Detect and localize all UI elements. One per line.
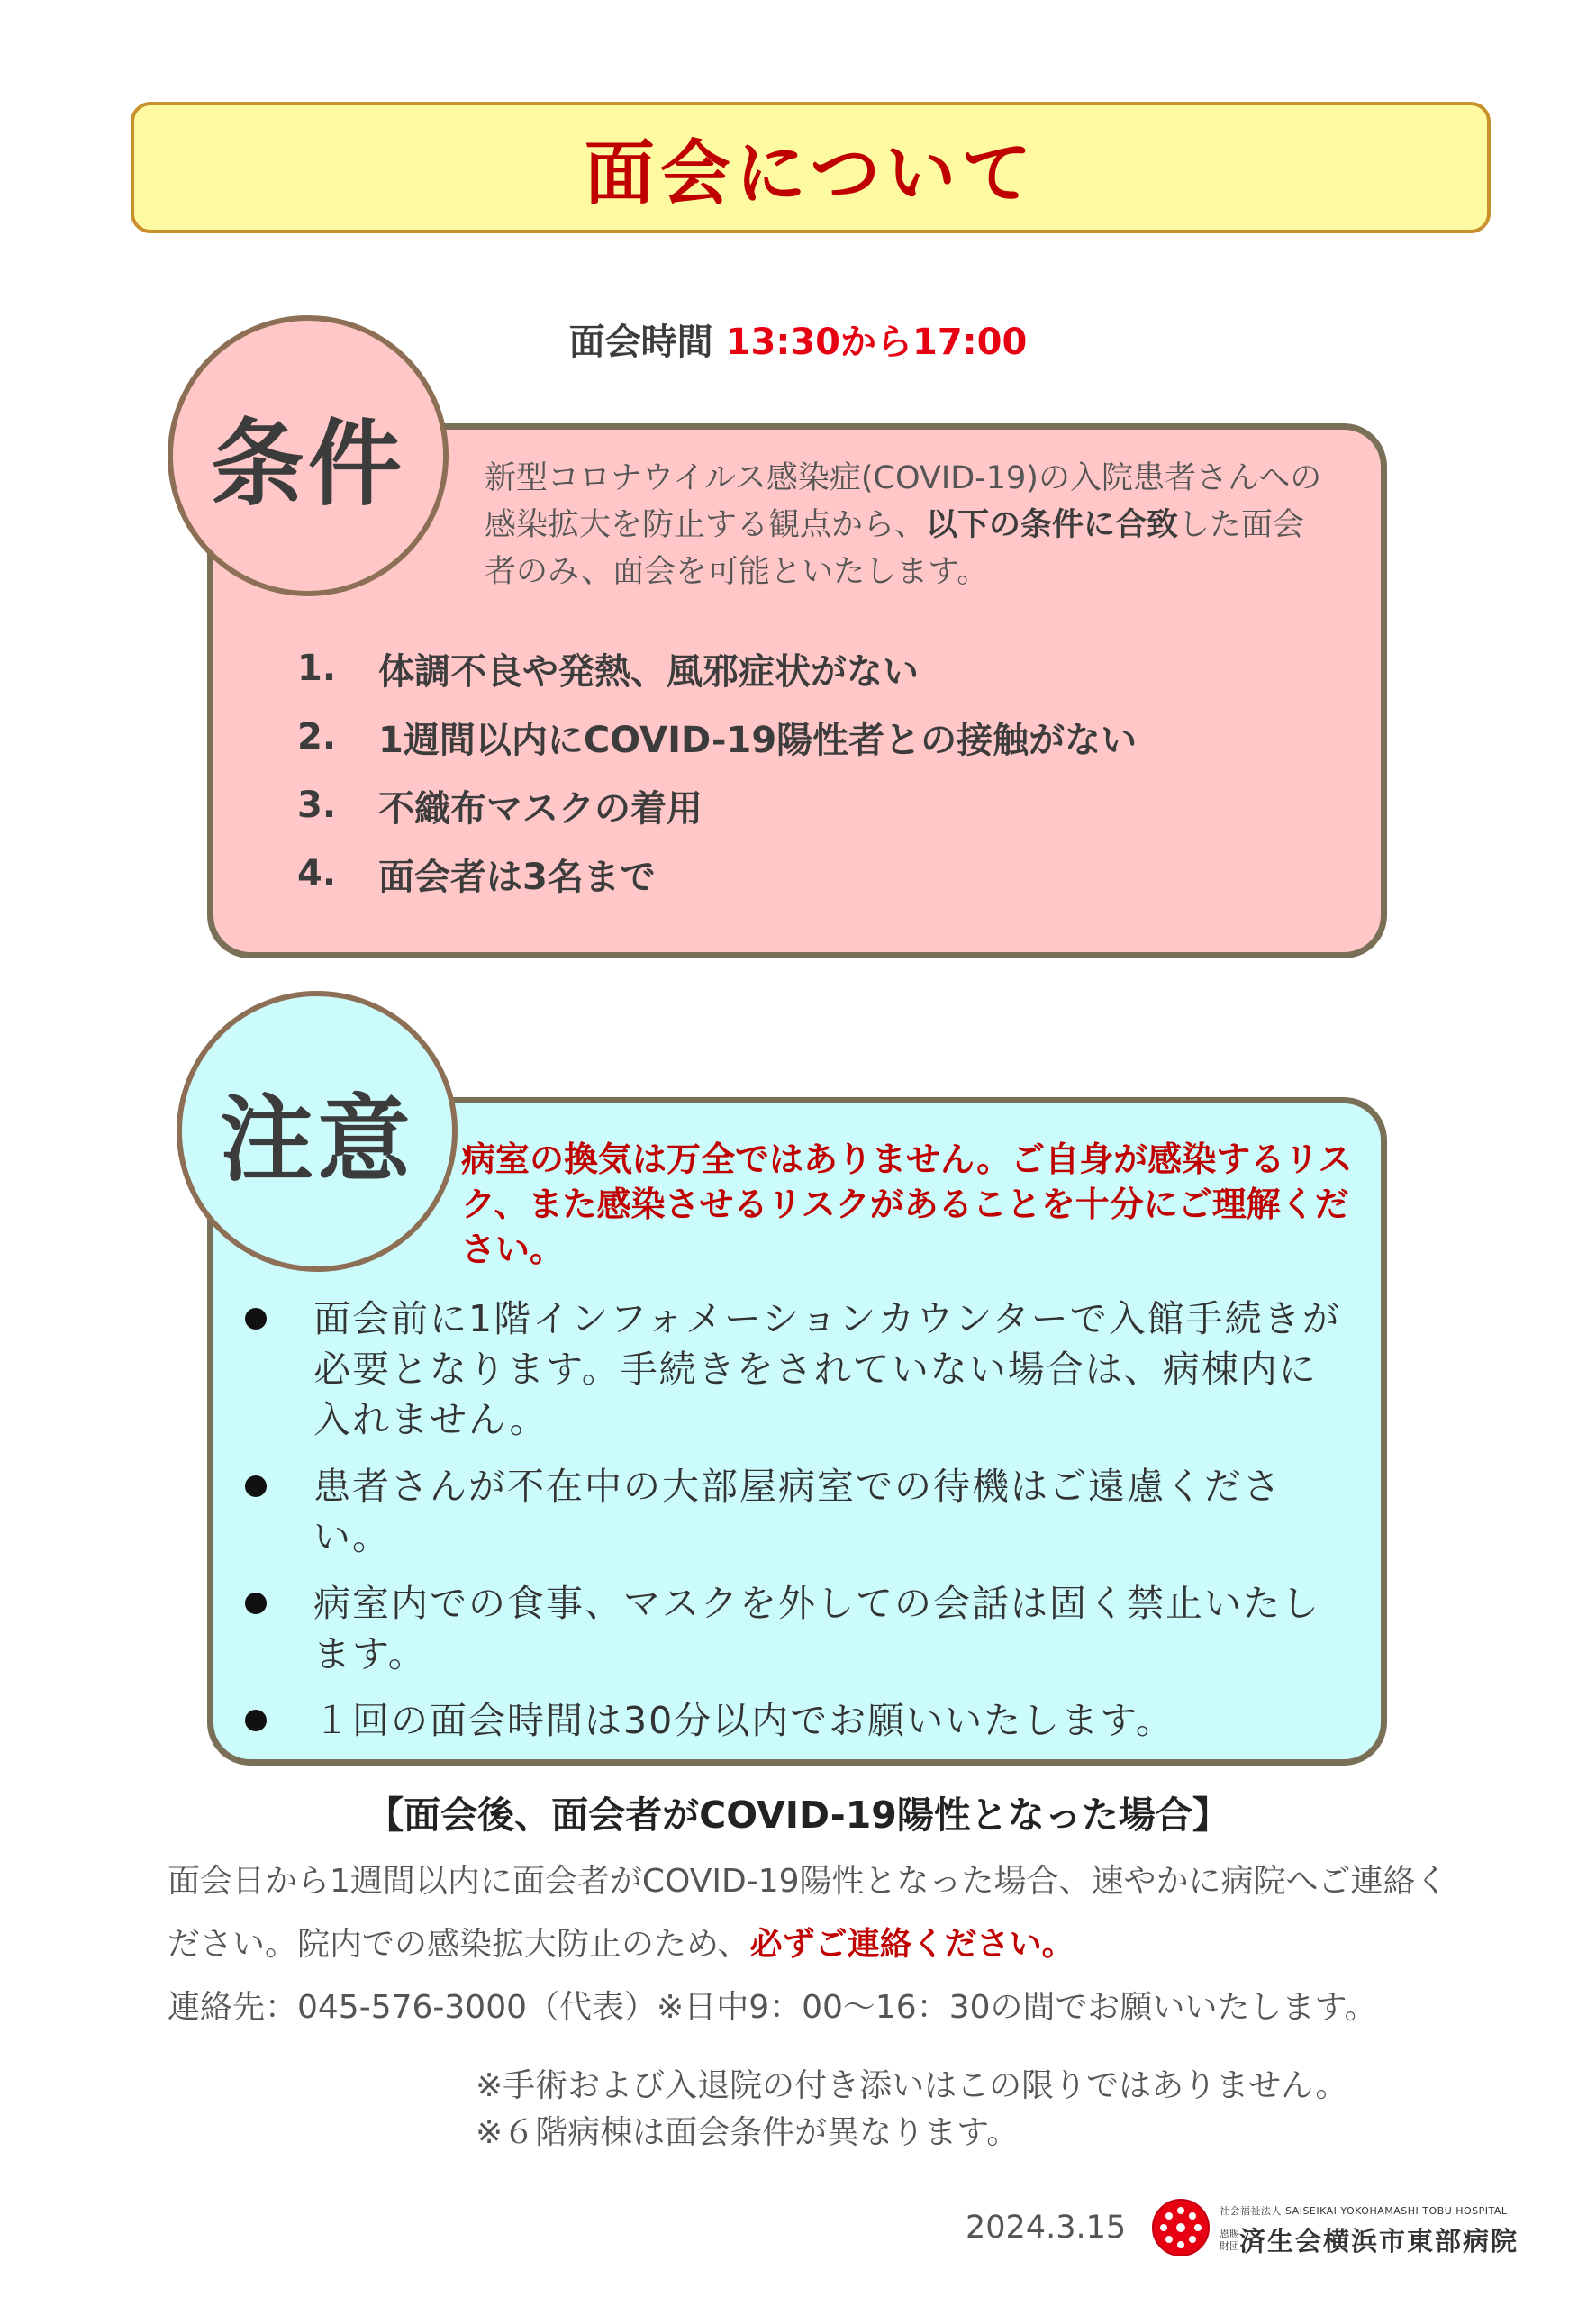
caution-item [245, 1695, 1362, 1746]
condition-number: 1. [297, 648, 337, 689]
caution-item [245, 1461, 1362, 1562]
after-visit-heading: 【面会後、面会者がCOVID-19陽性となった場合】 [367, 1793, 1229, 1837]
footnotes [476, 2063, 1511, 2156]
title-banner [131, 102, 1491, 233]
hospital-corp-label: 恩賜財団 [1220, 2227, 1239, 2252]
hospital-emblem-icon [1151, 2198, 1211, 2257]
condition-text: 体調不良や発熱、風邪症状がない [378, 650, 919, 693]
caution-item-text: 面会前に1階インフォメーションカウンターで入館手続きが必要となります。手続きをされていない場合は、病棟内に入れません。 [313, 1297, 1341, 1441]
condition-item [297, 840, 1137, 908]
issue-date: 2024.3.15 [966, 2210, 1127, 2246]
conditions-intro-text: 新型コロナウイルス感染症(COVID-19)の入院患者さんへの感染拡大を防止する観点から、 [485, 460, 1322, 543]
page-title: 面会について [584, 133, 1038, 214]
visiting-hours-time: 13:30から17:00 [725, 322, 1028, 363]
caution-item [245, 1294, 1362, 1445]
hospital-name: 済生会横浜市東部病院 [1239, 2226, 1519, 2256]
after-visit-paragraph [168, 1850, 1474, 1976]
bullet-icon [245, 1461, 313, 1562]
condition-number: 4. [297, 853, 337, 894]
condition-number: 2. [297, 716, 337, 758]
caution-item-text: 病室内での食事、マスクを外しての会話は固く禁止いたします。 [313, 1582, 1320, 1675]
conditions-intro [485, 455, 1331, 595]
condition-item [297, 634, 1137, 703]
condition-text: 面会者は3名まで [378, 856, 656, 898]
condition-text: 1週間以内にCOVID-19陽性者との接触がない [378, 719, 1138, 761]
bullet-icon [245, 1294, 313, 1445]
bullet-icon [245, 1695, 313, 1746]
contact-line: 連絡先：045-576-3000（代表）※日中9：00～16：30の間でお願いいたします。 [168, 1989, 1377, 2026]
after-visit-text: 面会日から1週間以内に面会者がCOVID-19陽性となった場合、速やかに病院へご連絡ください。院内での感染拡大防止のため、 [168, 1863, 1448, 1963]
after-visit-emphasis: 必ずご連絡ください。 [749, 1926, 1075, 1963]
condition-item [297, 771, 1137, 840]
after-visit-body [168, 1850, 1474, 2039]
footnote: ※手術および入退院の付き添いはこの限りではありません。 [476, 2067, 1348, 2104]
bullet-icon [245, 1578, 313, 1679]
visiting-hours-label: 面会時間 [568, 322, 713, 363]
condition-number: 3. [297, 785, 337, 826]
condition-item [297, 703, 1137, 771]
caution-item [245, 1578, 1362, 1679]
conditions-list [297, 634, 1137, 908]
caution-item-text: 患者さんが不在中の大部屋病室での待機はご遠慮ください。 [313, 1465, 1282, 1558]
conditions-badge: 条件 [168, 315, 449, 596]
condition-text: 不織布マスクの着用 [378, 787, 703, 830]
conditions-intro-emphasis: 以下の条件に合致 [926, 507, 1179, 543]
hospital-logo-text [1220, 2203, 1519, 2258]
conditions-intro-text-end: した面会者のみ、面会を可能といたします。 [485, 507, 1305, 590]
caution-list [245, 1294, 1362, 1762]
caution-warning: 病室の換気は万全ではありません。ご自身が感染するリスク、また感染させるリスクがあることを十分にご理解ください。 [461, 1139, 1353, 1269]
caution-item-text: １回の面会時間は30分以内でお願いいたします。 [313, 1699, 1174, 1742]
footnote: ※６階病棟は面会条件が異なります。 [476, 2114, 1020, 2151]
hospital-org-line: 社会福祉法人 SAISEIKAI YOKOHAMASHI TOBU HOSPITAL [1220, 2205, 1508, 2217]
caution-badge: 注意 [177, 991, 458, 1272]
